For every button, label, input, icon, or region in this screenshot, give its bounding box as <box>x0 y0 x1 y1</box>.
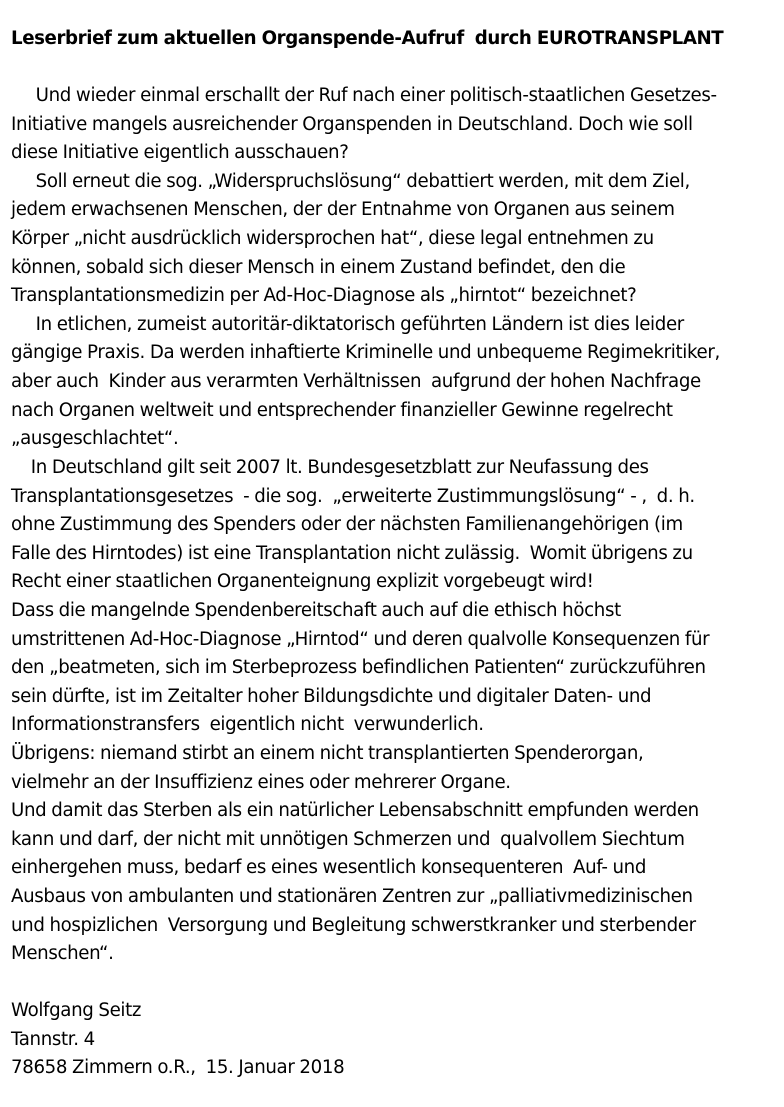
body-line: sein dürfte, ist im Zeitalter hoher Bildungsdichte und digitaler Daten- und <box>11 685 652 707</box>
body-line: Körper „nicht ausdrücklich widersprochen hat“, diese legal entnehmen zu <box>11 228 654 250</box>
body-line: Recht einer staatlichen Organenteignung explizit vorgebeugt wird! <box>11 571 594 593</box>
signature-name: Wolfgang Seitz <box>11 1000 142 1021</box>
body-line: Und damit das Sterben als ein natürlicher Lebensabschnitt empfunden werden <box>11 800 699 822</box>
body-line: jedem erwachsenen Menschen, der der Entnahme von Organen aus seinem <box>11 199 675 221</box>
signature-city-date: 78658 Zimmern o.R., 15. Januar 2018 <box>11 1057 345 1078</box>
body-line: gängige Praxis. Da werden inhaftierte Kriminelle und unbequeme Regimekritiker, <box>11 342 720 364</box>
body-line: aber auch Kinder aus verarmten Verhältnissen aufgrund der hohen Nachfrage <box>11 371 701 393</box>
body-line: diese Initiative eigentlich ausschauen? <box>11 142 349 164</box>
body-line: Ausbaus von ambulanten und stationären Zentren zur „palliativmedizinischen <box>11 886 693 908</box>
body-line: einhergehen muss, bedarf es eines wesentlich konsequenteren Auf- und <box>11 857 647 879</box>
body-line: In etlichen, zumeist autoritär-diktatorisch geführten Ländern ist dies leider <box>11 313 684 335</box>
letter-body <box>11 82 784 969</box>
body-line: ohne Zustimmung des Spenders oder der nächsten Familienangehörigen (im <box>11 514 683 536</box>
body-line: Falle des Hirntodes) ist eine Transplantation nicht zulässig. Womit übrigens zu <box>11 542 693 564</box>
body-line: Übrigens: niemand stirbt an einem nicht transplantierten Spenderorgan, <box>11 743 644 765</box>
body-line: Dass die mangelnde Spendenbereitschaft auch auf die ethisch höchst <box>11 599 621 621</box>
signature-street: Tannstr. 4 <box>11 1028 95 1050</box>
body-line: Transplantationsmedizin per Ad-Hoc-Diagnose als „hirntot“ bezeichnet? <box>11 285 637 307</box>
signature-block <box>11 997 344 1083</box>
body-line: Informationstransfers eigentlich nicht verwunderlich. <box>11 714 484 736</box>
body-line: nach Organen weltweit und entsprechender finanzieller Gewinne regelrecht <box>11 399 673 421</box>
body-line: Soll erneut die sog. „Widerspruchslösung“ debattiert werden, mit dem Ziel, <box>11 170 690 192</box>
body-line: kann und darf, der nicht mit unnötigen Schmerzen und qualvollem Siechtum <box>11 828 685 850</box>
letter-page <box>11 0 784 1107</box>
letter-title: Leserbrief zum aktuellen Organspende-Aufruf durch EUROTRANSPLANT <box>11 28 724 49</box>
body-line: Menschen“. <box>11 943 114 965</box>
body-line: vielmehr an der Insuffizienz eines oder mehrerer Organe. <box>11 771 511 793</box>
body-line: Und wieder einmal erschallt der Ruf nach einer politisch-staatlichen Gesetzes- <box>11 85 717 106</box>
body-line: den „beatmeten, sich im Sterbeprozess befindlichen Patienten“ zurückzuführen <box>11 657 706 679</box>
body-line: und hospizlichen Versorgung und Begleitung schwerstkranker und sterbender <box>11 914 696 936</box>
body-line: „ausgeschlachtet“. <box>11 428 179 450</box>
body-line: Initiative mangels ausreichender Organspenden in Deutschland. Doch wie soll <box>11 113 693 135</box>
body-line: Transplantationsgesetzes - die sog. „erweiterte Zustimmungslösung“ - , d. h. <box>11 485 695 507</box>
body-line: umstrittenen Ad-Hoc-Diagnose „Hirntod“ und deren qualvolle Konsequenzen für <box>11 628 710 650</box>
body-line: In Deutschland gilt seit 2007 lt. Bundesgesetzblatt zur Neufassung des <box>11 456 649 478</box>
body-line: können, sobald sich dieser Mensch in einem Zustand befindet, den die <box>11 256 626 278</box>
